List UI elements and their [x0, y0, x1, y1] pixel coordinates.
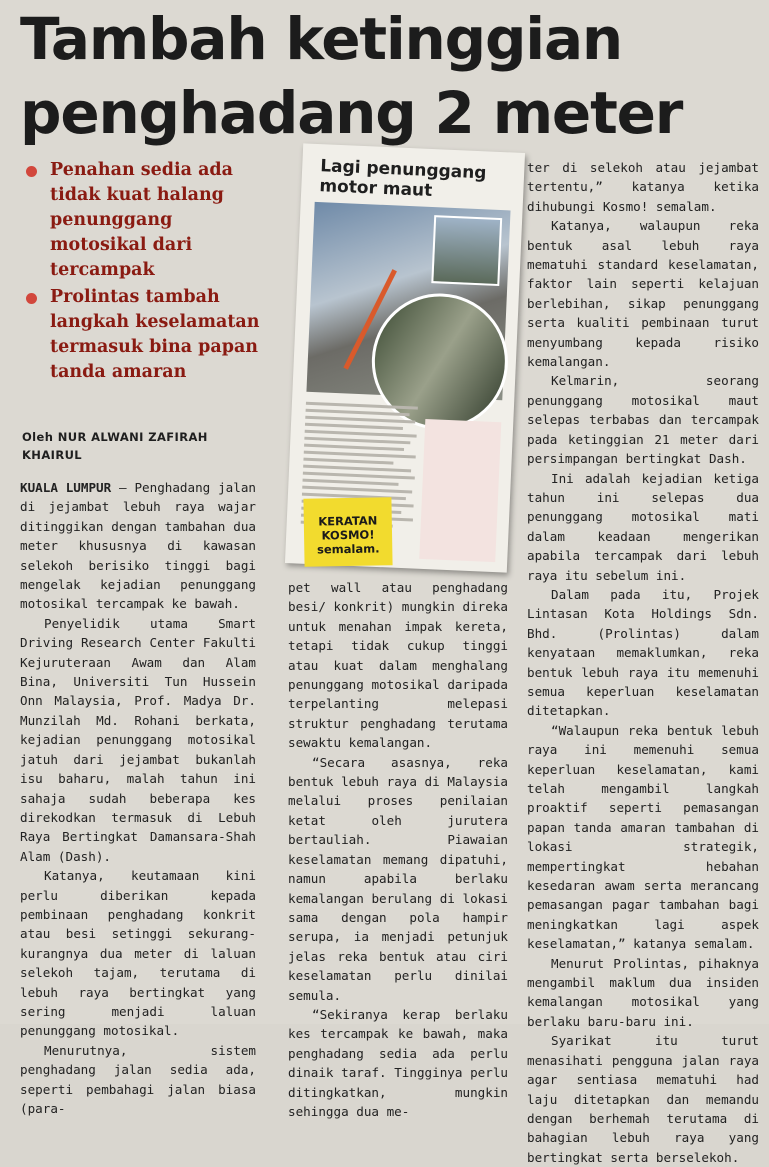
paragraph: Syarikat itu turut menasihati pengguna jalan raya agar sentiasa mematuhi had laju ditetapkan dan memandu dengan berhemah terutama di bahagian lebuh raya yang bertingkat serta berselekoh. [527, 1033, 759, 1165]
flyover-photo [306, 202, 510, 400]
highlight-text: Penahan sedia ada tidak kuat halang penunggang motosikal dari tercampak [50, 160, 233, 280]
paragraph: Ini adalah kejadian ketiga tahun ini selepas dua penunggang motosikal mati dalam keadaan mengerikan apabila tercampak dari lebuh raya itu sebelum ini. [527, 470, 759, 583]
paragraph: Kelmarin, seorang penunggang motosikal maut selepas terbabas dan tercampak pada ketinggian 21 meter dari persimpangan bertingkat Dash. [527, 373, 759, 467]
bullet-dot-icon [26, 166, 37, 177]
paragraph: ter di selekoh atau jejambat tertentu,” katanya ketika dihubungi Kosmo! semalam. [527, 160, 759, 214]
highlight-item [22, 285, 262, 385]
clipping-title: Lagi penunggang motor maut [318, 156, 487, 202]
article-column-2 [288, 578, 508, 1121]
paragraph: Katanya, keutamaan kini perlu diberikan kepada pembinaan penghadang konkrit atau besi setinggi sekurang-kurangnya dua meter di laluan selekoh tajam, terutama di lebuh raya bertingkat yang sering menjadi laluan penunggang motosikal. [20, 868, 256, 1039]
bullet-dot-icon [26, 293, 37, 304]
paragraph [20, 478, 256, 614]
paragraph: “Secara asasnya, reka bentuk lebuh raya di Malaysia melalui proses penilaian ketat oleh jurutera bertauliah. Piawaian keselamatan memang dipatuhi, namun apabila berlaku kemalangan berulang di lokasi sama dengan pola hampir serupa, ia menjadi petunjuk jelas reka bentuk atau ciri keselamatan perlu dinilai semula. [288, 754, 508, 1003]
headline [20, 2, 765, 150]
paragraph: Penyelidik utama Smart Driving Research Center Fakulti Kejuruteraan Awam dan Alam Bina, Universiti Tun Hussein Onn Malaysia, Prof. Madya Dr. Munzilah Md. Rohani berkata, kejadian penunggang motosikal jatuh dari jejambat bukanlah isu baharu, malah tahun ini sahaja sudah beberapa kes direkodkan termasuk di Lebuh Raya Bertingkat Damansara-Shah Alam (Dash). [20, 615, 256, 864]
article-column-1 [20, 478, 256, 1118]
highlights [22, 158, 262, 387]
headline-line: Tambah ketinggian [20, 5, 622, 73]
byline: Oleh NUR ALWANI ZAFIRAH KHAIRUL [22, 430, 208, 462]
paragraph: “Sekiranya kerap berlaku kes tercampak ke bawah, maka penghadang sedia ada perlu dinaik taraf. Tingginya perlu ditingkatkan, mungkin sehingga dua me- [288, 1006, 508, 1119]
clipping-sidebar-box [419, 419, 501, 562]
paragraph: pet wall atau penghadang besi/ konkrit) mungkin direka untuk menahan impak kereta, tetapi tidak cukup tinggi atau kuat dalam menghalang penunggang motosikal daripada terpelanting melepasi struktur penghadang terutama sewaktu kemalangan. [288, 580, 508, 751]
clipping-sticker: KERATAN KOSMO! semalam. [303, 497, 392, 567]
article-column-3 [527, 158, 759, 1167]
headline-line: penghadang 2 meter [20, 79, 683, 147]
inset-photo [431, 215, 502, 286]
paragraph: Menurut Prolintas, pihaknya mengambil maklum dua insiden kemalangan motosikal yang berlaku baru-baru ini. [527, 955, 759, 1029]
dateline: KUALA LUMPUR [20, 480, 112, 495]
paragraph: Dalam pada itu, Projek Lintasan Kota Holdings Sdn. Bhd. (Prolintas) dalam kenyataan memaklumkan, reka bentuk lebuh raya itu memenuhi semua keperluan keselamatan ditetapkan. [527, 586, 759, 719]
paragraph-text: – Penghadang jalan di jejambat lebuh raya wajar ditinggikan dengan tambahan dua meter khususnya di kawasan selekoh berisiko tinggi bagi mengelak kejadian penunggang motosikal tercampak ke bawah. [20, 480, 256, 612]
paragraph: Katanya, walaupun reka bentuk asal lebuh raya mematuhi standard keselamatan, faktor lain seperti kelajuan berlebihan, sikap penunggang serta kualiti pembinaan turut menyumbang kepada risiko kemalangan. [527, 218, 759, 370]
paragraph: Menurutnya, sistem penghadang jalan sedia ada, seperti pembahagi jalan biasa (para- [20, 1042, 256, 1116]
highlight-item [22, 158, 262, 283]
paragraph: “Walaupun reka bentuk lebuh raya ini memenuhi semua keperluan keselamatan, kami telah mengambil langkah proaktif seperti pemasangan papan tanda amaran tambahan di lokasi strategik, mempertingkat hebahan kesedaran awam serta merancang pemasangan pagar tambahan bagi meningkatkan lagi aspek keselamatan,” katanya semalam. [527, 722, 759, 952]
highlight-text: Prolintas tambah langkah keselamatan termasuk bina papan tanda amaran [50, 287, 260, 382]
